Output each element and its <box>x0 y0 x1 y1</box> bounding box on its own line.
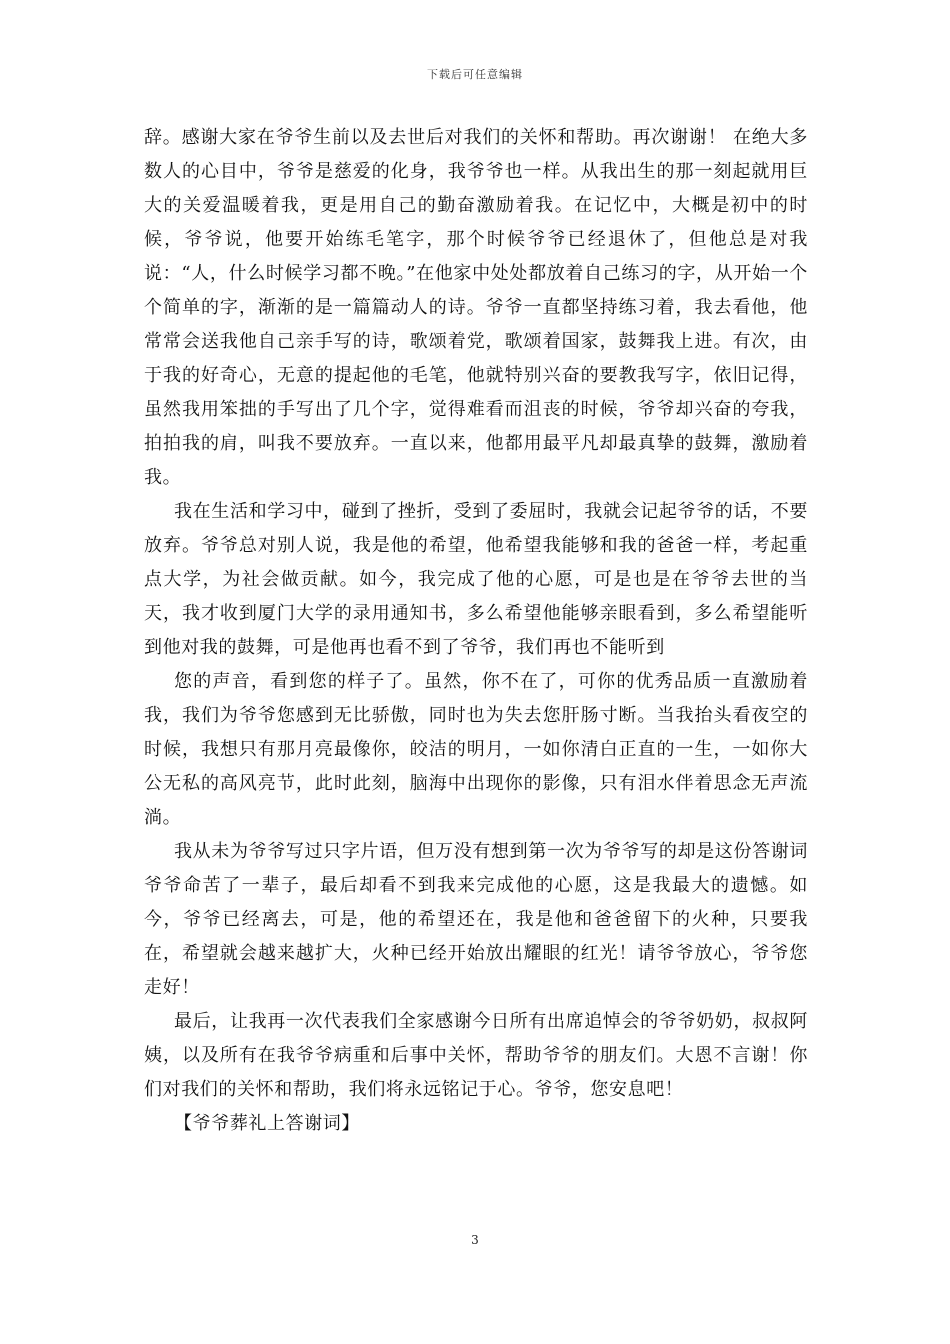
paragraph-3: 您的声音，看到您的样子了。虽然，你不在了，可你的优秀品质一直激励着我，我们为爷爷您感到无比骄傲，同时也为失去您肝肠寸断。当我抬头看夜空的时候，我想只有那月亮最像你，皎洁的明月，一如你清白正直的一生，一如你大公无私的高风亮节，此时此刻，脑海中出现你的影像，只有泪水伴着思念无声流淌。 <box>144 671 808 828</box>
paragraph-1: 辞。感谢大家在爷爷生前以及去世后对我们的关怀和帮助。再次谢谢！ 在绝大多数人的心目中，爷爷是慈爱的化身，我爷爷也一样。从我出生的那一刻起就用巨大的关爱温暖着我，更是用自己的勤奋激励着我。在记忆中，大概是初中的时候，爷爷说，他要开始练毛笔字，那个时候爷爷已经退休了，但他总是对我说：“人，什么时候学习都不晚。”在他家中处处都放着自己练习的字，从开始一个个简单的字，渐渐的是一篇篇动人的诗。爷爷一直都坚持练习着，我去看他，他常常会送我他自己亲手写的诗，歌颂着党，歌颂着国家，鼓舞我上进。有次，由于我的好奇心，无意的提起他的毛笔，他就特别兴奋的要教我写字，依旧记得，虽然我用笨拙的手写出了几个字，觉得难看而沮丧的时候，爷爷却兴奋的夸我，拍拍我的肩，叫我不要放弃。一直以来，他都用最平凡却最真挚的鼓舞，激励着我。 <box>144 127 808 488</box>
document-body <box>144 121 808 1141</box>
closing-label: 【爷爷葬礼上答谢词】 <box>174 1113 360 1134</box>
page-header: 下载后可任意编辑 <box>427 68 523 81</box>
paragraph-4: 我从未为爷爷写过只字片语，但万没有想到第一次为爷爷写的却是这份答谢词 爷爷命苦了一辈子，最后却看不到我来完成他的心愿，这是我最大的遗憾。如今，爷爷已经离去，可是，他的希望还在，我是他和爸爸留下的火种，只要我在，希望就会越来越扩大，火种已经开始放出耀眼的红光！请爷爷放心，爷爷您走好！ <box>144 841 808 998</box>
paragraph-2: 我在生活和学习中，碰到了挫折，受到了委屈时，我就会记起爷爷的话，不要放弃。爷爷总对别人说，我是他的希望，他希望我能够和我的爸爸一样，考起重点大学，为社会做贡献。如今，我完成了他的心愿，可是也是在爷爷去世的当天，我才收到厦门大学的录用通知书，多么希望他能够亲眼看到，多么希望能听到他对我的鼓舞，可是他再也看不到了爷爷，我们再也不能听到 <box>144 501 808 658</box>
paragraph-5: 最后，让我再一次代表我们全家感谢今日所有出席追悼会的爷爷奶奶，叔叔阿姨，以及所有在我爷爷病重和后事中关怀，帮助爷爷的朋友们。大恩不言谢！你们对我们的关怀和帮助，我们将永远铭记于心。爷爷，您安息吧！ <box>144 1011 808 1100</box>
page-number: 3 <box>471 1233 479 1247</box>
